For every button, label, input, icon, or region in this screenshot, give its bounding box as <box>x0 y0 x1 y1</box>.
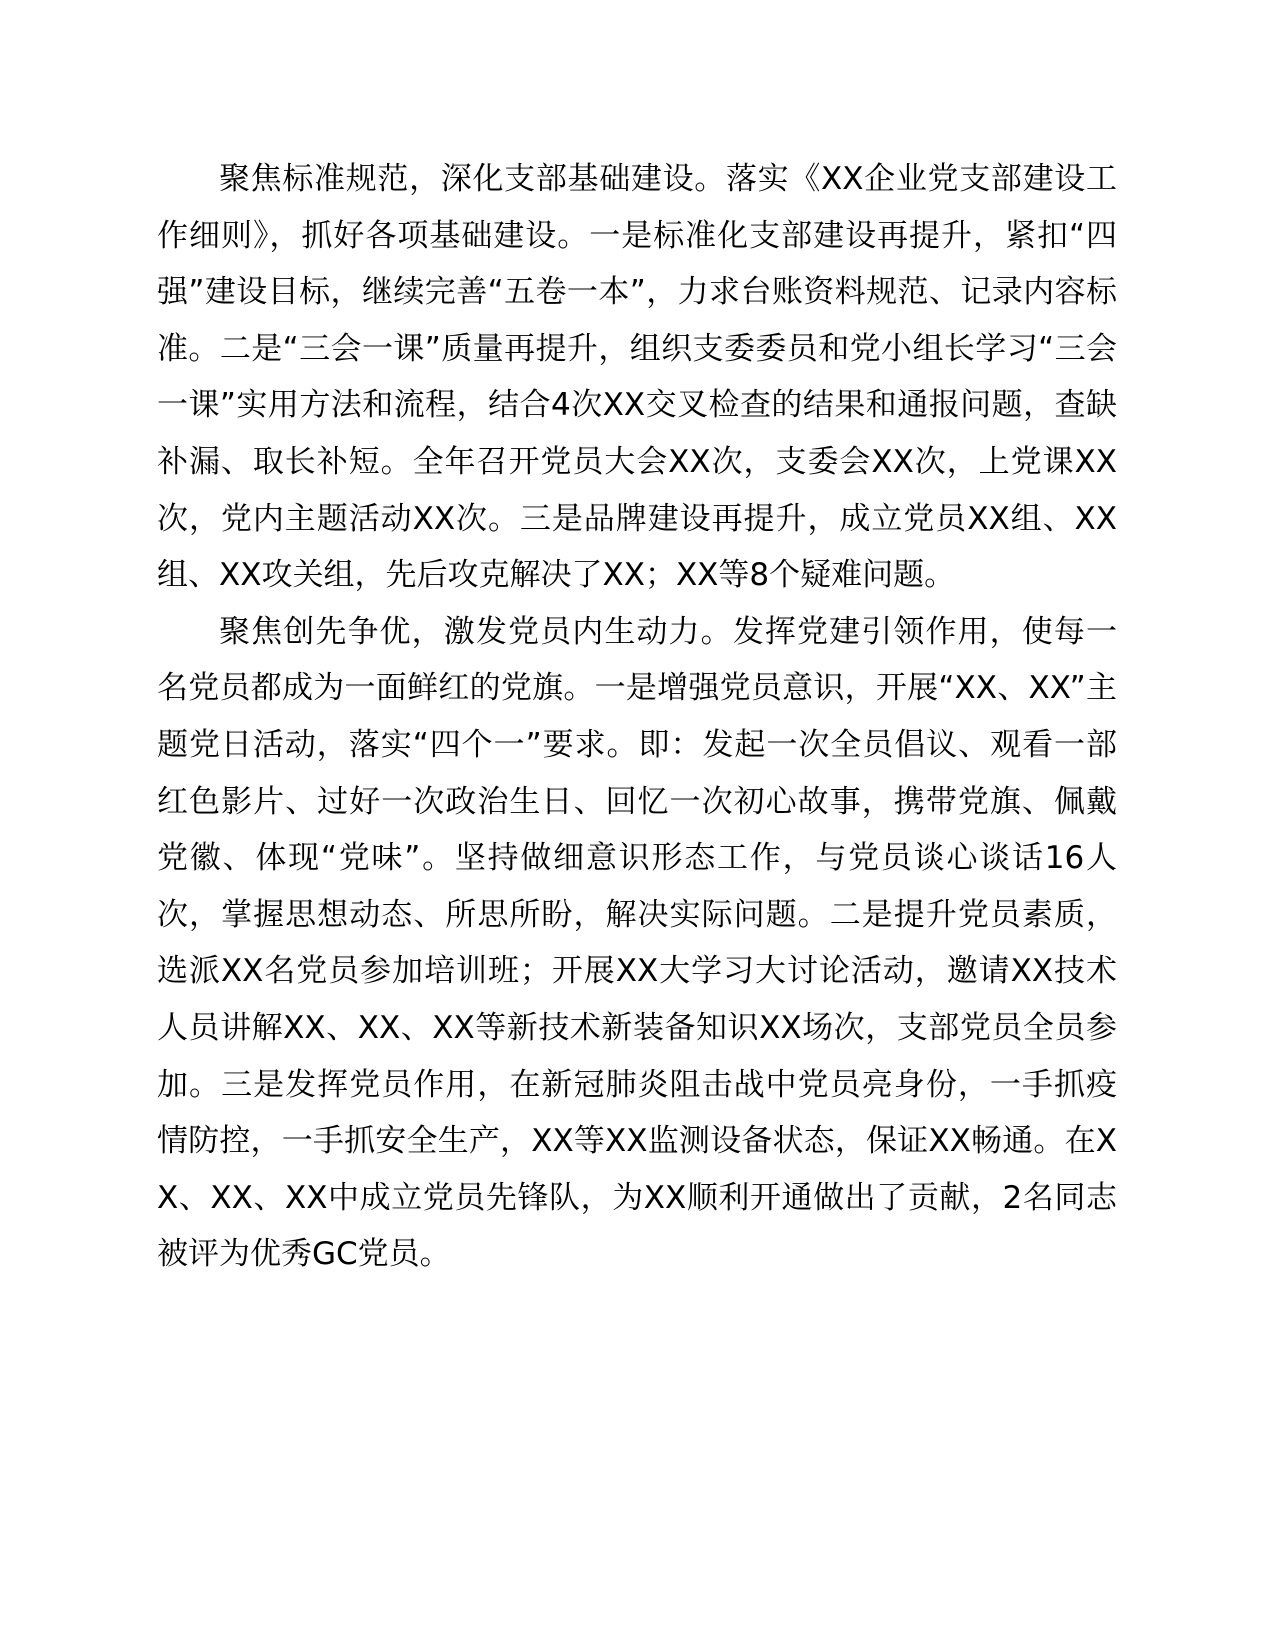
paragraph-basic-construction: 聚焦标准规范，深化支部基础建设。落实《XX企业党支部建设工作细则》，抓好各项基础建设。一是标准化支部建设再提升，紧扣“四强”建设目标，继续完善“五卷一本”，力求台账资料规范、记录内容标准。二是“三会一课”质量再提升，组织支委委员和党小组长学习“三会一课”实用方法和流程，结合4次XX交叉检查的结果和通报问题，查缺补漏、取长补短。全年召开党员大会XX次，支委会XX次，上党课XX次，党内主题活动XX次。三是品牌建设再提升，成立党员XX组、XX组、XX攻关组，先后攻克解决了XX；XX等8个疑难问题。 <box>157 161 1117 594</box>
document-body <box>157 151 1117 1283</box>
paragraph-party-member-motivation: 聚焦创先争优，激发党员内生动力。发挥党建引领作用，使每一名党员都成为一面鲜红的党旗。一是增强党员意识，开展“XX、XX”主题党日活动，落实“四个一”要求。即：发起一次全员倡议、观看一部红色影片、过好一次政治生日、回忆一次初心故事，携带党旗、佩戴党徽、体现“党味”。坚持做细意识形态工作，与党员谈心谈话16人次，掌握思想动态、所思所盼，解决实际问题。二是提升党员素质，选派XX名党员参加培训班；开展XX大学习大讨论活动，邀请XX技术人员讲解XX、XX、XX等新技术新装备知识XX场次，支部党员全员参加。三是发挥党员作用，在新冠肺炎阻击战中党员亮身份，一手抓疫情防控，一手抓安全生产，XX等XX监测设备状态，保证XX畅通。在XX、XX、XX中成立党员先锋队，为XX顺利开通做出了贡献，2名同志被评为优秀GC党员。 <box>157 613 1117 1273</box>
